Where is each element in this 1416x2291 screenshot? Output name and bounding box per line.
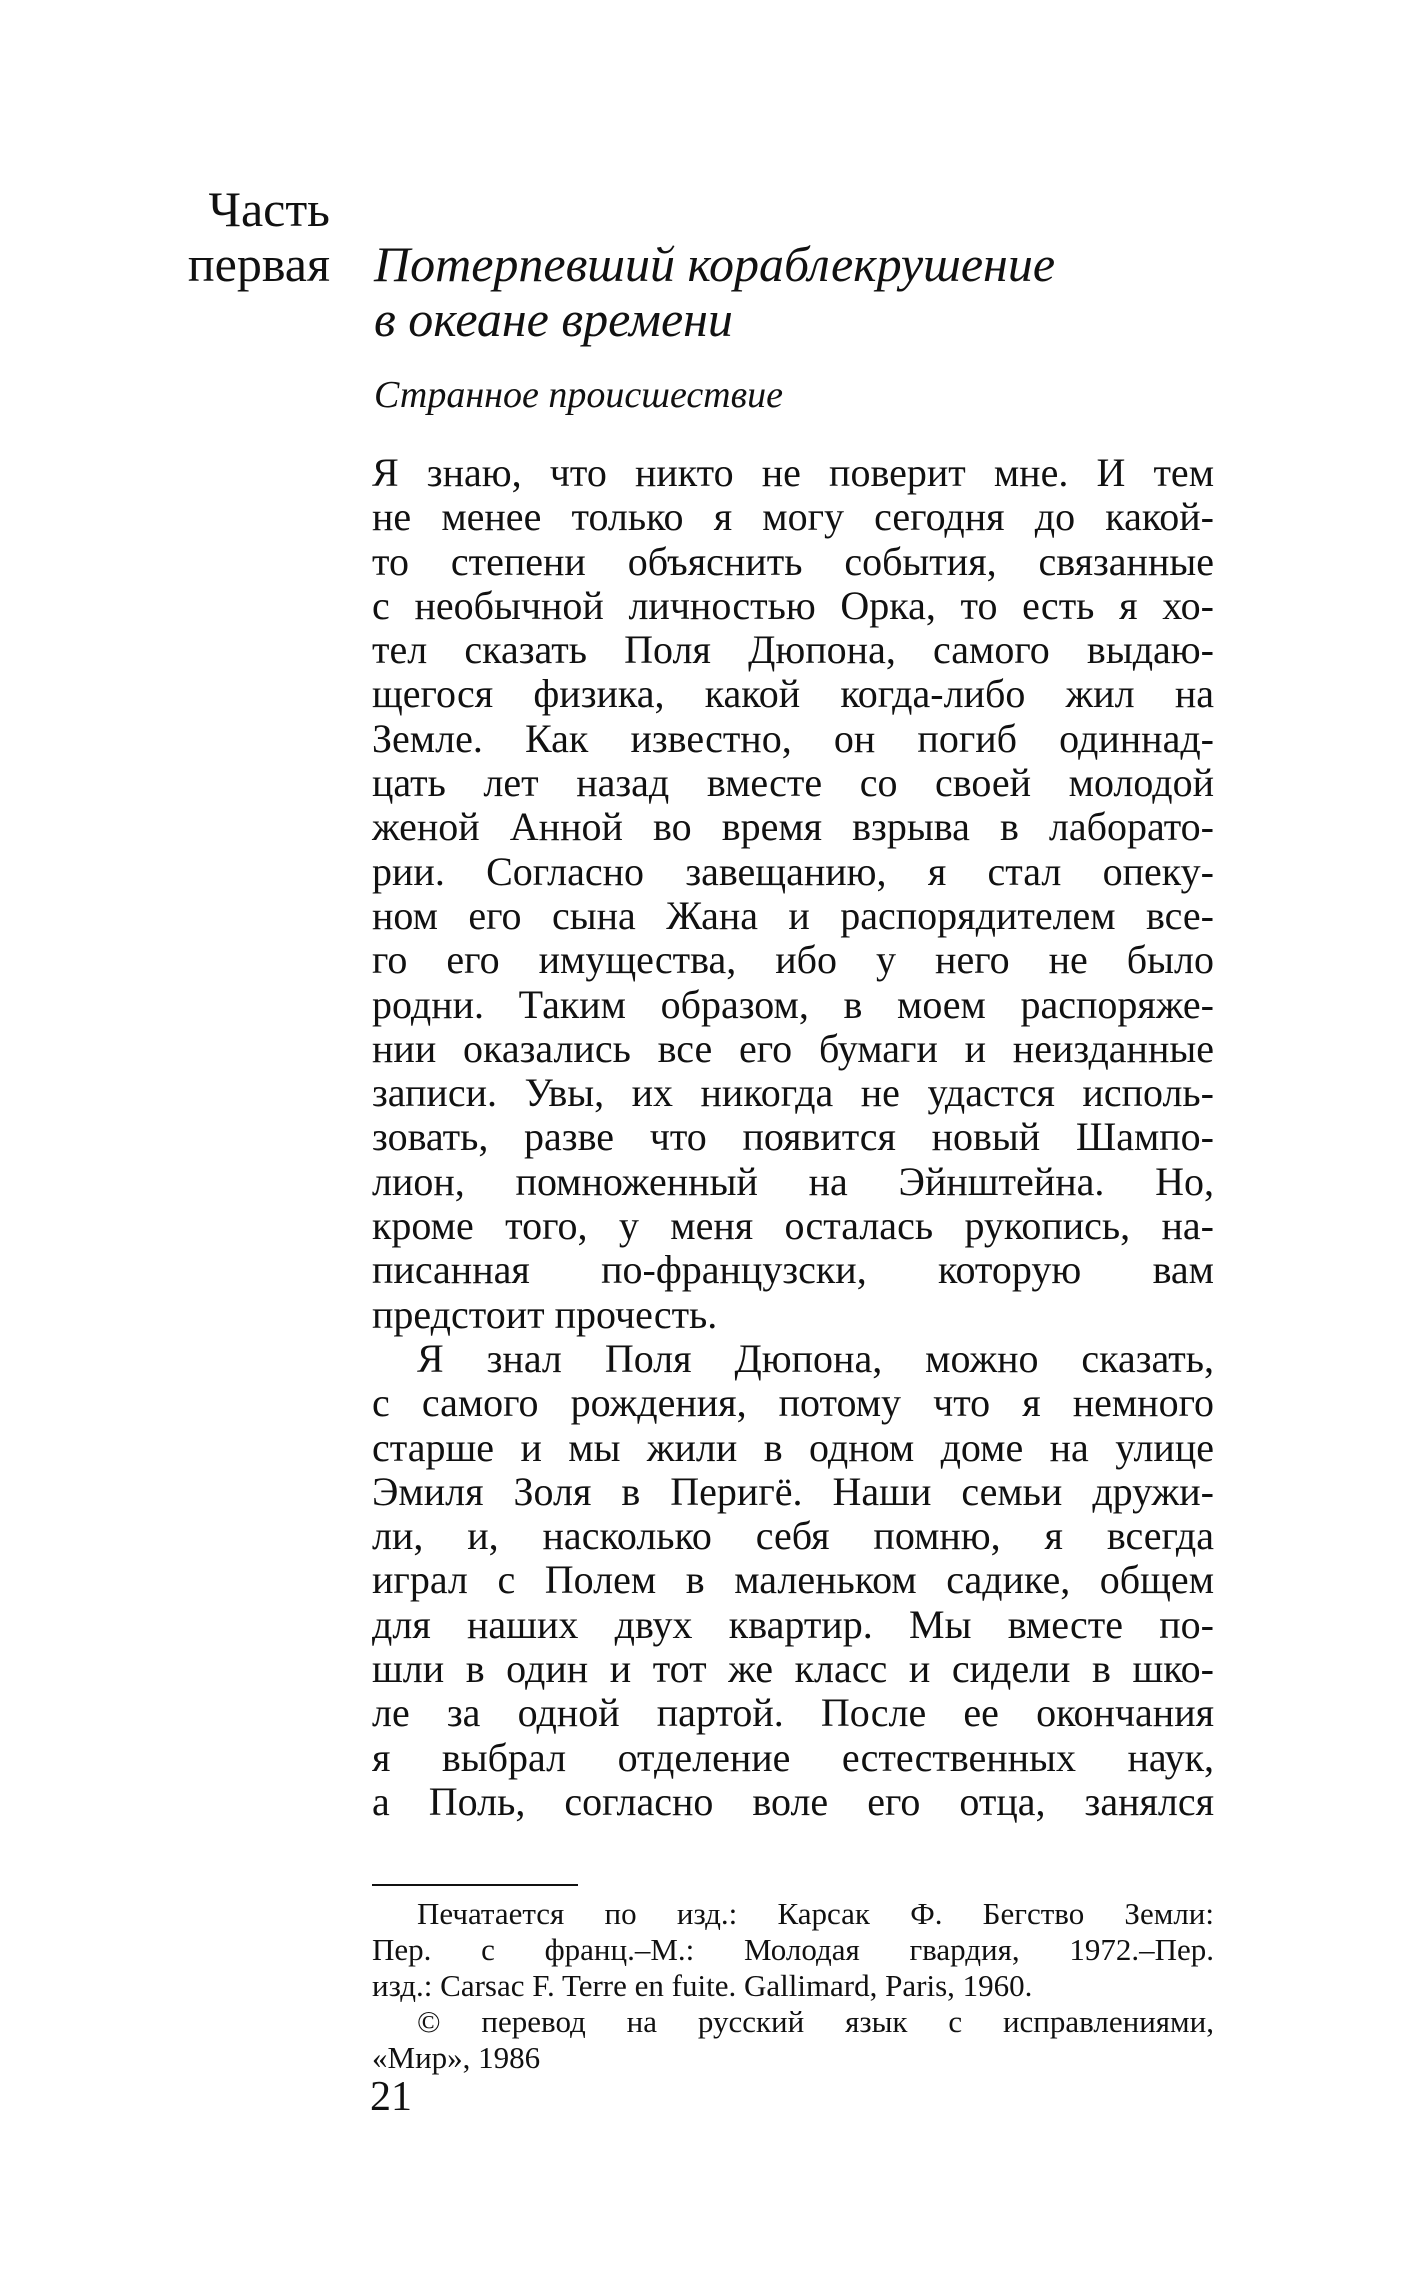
text-line: для наших двух квартир. Мы вместе по- <box>372 1601 1214 1647</box>
paragraph-2 <box>372 1337 1214 1824</box>
text-line: Эмиля Золя в Перигё. Наши семьи дружи- <box>372 1468 1214 1514</box>
text-line: с самого рождения, потому что я немного <box>372 1380 1214 1426</box>
text-line: лион, помноженный на Эйнштейна. Но, <box>372 1158 1214 1204</box>
text-line: Я знал Поля Дюпона, можно сказать, <box>417 1335 1214 1381</box>
text-line: тел сказать Поля Дюпона, самого выдаю- <box>372 627 1214 673</box>
footnote-divider <box>372 1884 578 1886</box>
footnote-line: Печатается по изд.: Карсак Ф. Бегство Земли: <box>417 1896 1214 1931</box>
part-label-line-2: первая <box>187 236 330 292</box>
text-line: цать лет назад вместе со своей молодой <box>372 760 1214 806</box>
chapter-title-line-1: Потерпевший кораблекрушение <box>374 236 1056 292</box>
text-line: играл с Полем в маленьком садике, общем <box>372 1557 1214 1603</box>
footnote <box>372 1896 1214 2076</box>
page-number: 21 <box>370 2074 412 2120</box>
footnote-line: © перевод на русский язык с исправлениями, <box>417 2004 1214 2039</box>
part-label-line-1: Часть <box>208 181 330 237</box>
text-line: а Поль, согласно воле его отца, занялся <box>372 1778 1214 1824</box>
text-line: предстоит прочесть. <box>372 1291 718 1337</box>
text-line: не менее только я могу сегодня до какой- <box>372 494 1214 540</box>
text-line: ли, и, насколько себя помню, я всегда <box>372 1513 1214 1559</box>
text-line: женой Анной во время взрыва в лаборато- <box>372 804 1214 850</box>
text-line: ном его сына Жана и распорядителем все- <box>372 892 1214 938</box>
text-line: нии оказались все его бумаги и неизданные <box>372 1025 1214 1071</box>
chapter-title <box>374 237 1274 347</box>
text-line: с необычной личностью Орка, то есть я хо- <box>372 582 1214 628</box>
text-line: записи. Увы, их никогда не удастся исполь- <box>372 1070 1214 1116</box>
text-line: то степени объяснить события, связанные <box>372 538 1214 584</box>
text-line: старше и мы жили в одном доме на улице <box>372 1424 1214 1470</box>
text-line: го его имущества, ибо у него не было <box>372 937 1214 983</box>
body-text <box>372 451 1214 1824</box>
paragraph-1 <box>372 451 1214 1337</box>
footnote-line: Пер. с франц.–М.: Молодая гвардия, 1972.–Пер. <box>372 1932 1214 1967</box>
chapter-title-line-2: в океане времени <box>374 291 733 347</box>
section-title: Странное происшествие <box>374 374 783 416</box>
footnote-line: изд.: Carsac F. Terre en fuite. Gallimard, Paris, 1960. <box>372 1968 1033 2003</box>
text-line: шли в один и тот же класс и сидели в шко- <box>372 1646 1214 1692</box>
footnote-line: «Мир», 1986 <box>372 2040 541 2075</box>
text-line: родни. Таким образом, в моем распоряже- <box>372 981 1214 1027</box>
part-label <box>150 182 330 292</box>
text-line: писанная по-французски, которую вам <box>372 1247 1214 1293</box>
text-line: Земле. Как известно, он погиб одиннад- <box>372 715 1214 761</box>
text-line: я выбрал отделение естественных наук, <box>372 1734 1214 1780</box>
text-line: рии. Согласно завещанию, я стал опеку- <box>372 848 1214 894</box>
text-line: Я знаю, что никто не поверит мне. И тем <box>372 450 1214 495</box>
text-line: зовать, разве что появится новый Шампо- <box>372 1114 1214 1160</box>
text-line: кроме того, у меня осталась рукопись, на- <box>372 1203 1214 1249</box>
text-line: ле за одной партой. После ее окончания <box>372 1690 1214 1736</box>
text-line: щегося физика, какой когда-либо жил на <box>372 671 1214 717</box>
